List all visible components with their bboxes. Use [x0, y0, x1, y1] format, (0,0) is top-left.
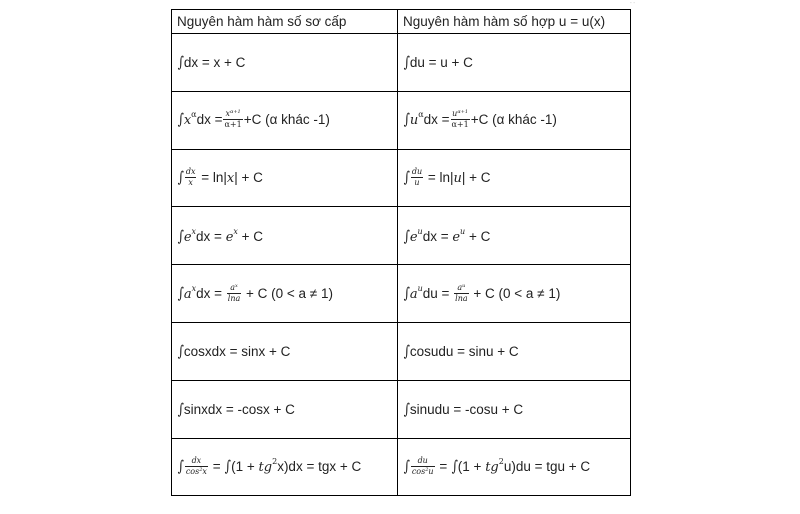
integral-icon: ∫ [225, 457, 232, 475]
integral-icon: ∫ [403, 226, 411, 245]
formula-cell: $\int e^udx = e^u + C$ [398, 207, 631, 265]
formula-cell: ∫cosudu = sinu + C [398, 322, 631, 380]
header-composite: Nguyên hàm hàm số hợp u = u(x) [398, 10, 631, 34]
formula-cell: ∫ $\frac{dx}{\cos^2x}$ = $\int(1 + tg^2x)dx$ = tgx + C [172, 438, 398, 496]
table-row [172, 380, 631, 438]
integral-icon: ∫ [403, 342, 411, 361]
integral-icon: ∫ [177, 110, 185, 129]
formula-cell: ∫ $\frac{dx}{x}$ = ln|x| + C [172, 149, 398, 207]
antiderivative-table [171, 9, 631, 496]
formula-cell: ∫sinudu = -cosu + C [398, 380, 631, 438]
table-row [172, 207, 631, 265]
formula-cell: ∫dx = x + C [172, 34, 398, 92]
integral-icon: ∫ [177, 400, 185, 419]
header-elementary: Nguyên hàm hàm số sơ cấp [172, 10, 398, 34]
integral-icon: ∫ [403, 400, 411, 419]
table-resize-handle-icon[interactable]: ∷ [630, 0, 637, 6]
formula-cell: ∫sinxdx = -cosx + C [172, 380, 398, 438]
formula-cell: ∫cosxdx = sinx + C [172, 322, 398, 380]
fraction: $\frac{dx}{x}$ [185, 166, 196, 187]
formula-cell: $\int a^udu$ = $\frac{a^u}{\ln a}$ + C (0 < a ≠ 1) [398, 265, 631, 323]
integral-icon: ∫ [403, 283, 411, 302]
integral-icon: ∫ [177, 457, 185, 475]
formula-cell: $\int e^xdx = e^x + C$ [172, 207, 398, 265]
table-row [172, 438, 631, 496]
table-row [172, 322, 631, 380]
table-row [172, 34, 631, 92]
formula-cell: ∫ $\frac{du}{u}$ = ln|u| + C [398, 149, 631, 207]
integral-icon: ∫ [177, 53, 185, 72]
formula-cell: $\int u^\alpha dx$ = $\frac{u^{\alpha+1}}{\alpha+1}$ +C (α khác -1) [398, 91, 631, 149]
formula-cell: $\int a^xdx$ = $\frac{a^x}{\ln a}$ + C (0 < a ≠ 1) [172, 265, 398, 323]
formula-cell: ∫ $\frac{du}{\cos^2u}$ = $\int(1 + tg^2u)du$ = tgu + C [398, 438, 631, 496]
formula-cell: ∫du = u + C [398, 34, 631, 92]
integral-icon: ∫ [177, 342, 185, 361]
integral-icon: ∫ [403, 53, 411, 72]
formula-cell: $\int x^\alpha dx$ = $\frac{x^{\alpha+1}}{\alpha+1}$ +C (α khác -1) [172, 91, 398, 149]
integral-icon: ∫ [177, 283, 185, 302]
fraction: $\frac{u^{\alpha+1}}{\alpha+1}$ [451, 109, 469, 130]
fraction: $\frac{du}{u}$ [411, 166, 423, 187]
table-row [172, 265, 631, 323]
fraction: $\frac{x^{\alpha+1}}{\alpha+1}$ [224, 109, 242, 130]
integral-icon: ∫ [451, 457, 459, 475]
table-header-row [172, 10, 631, 34]
fraction: $\frac{du}{\cos^2u}$ [411, 455, 434, 476]
integral-icon: ∫ [403, 110, 411, 129]
integral-icon: ∫ [177, 168, 185, 187]
integral-icon: ∫ [177, 226, 185, 245]
table-row [172, 149, 631, 207]
fraction: $\frac{a^x}{\ln a}$ [227, 282, 241, 303]
table-row [172, 91, 631, 149]
fraction: $\frac{dx}{\cos^2x}$ [185, 455, 207, 476]
integral-icon: ∫ [403, 168, 411, 187]
fraction: $\frac{a^u}{\ln a}$ [455, 282, 468, 303]
integral-icon: ∫ [403, 457, 411, 475]
